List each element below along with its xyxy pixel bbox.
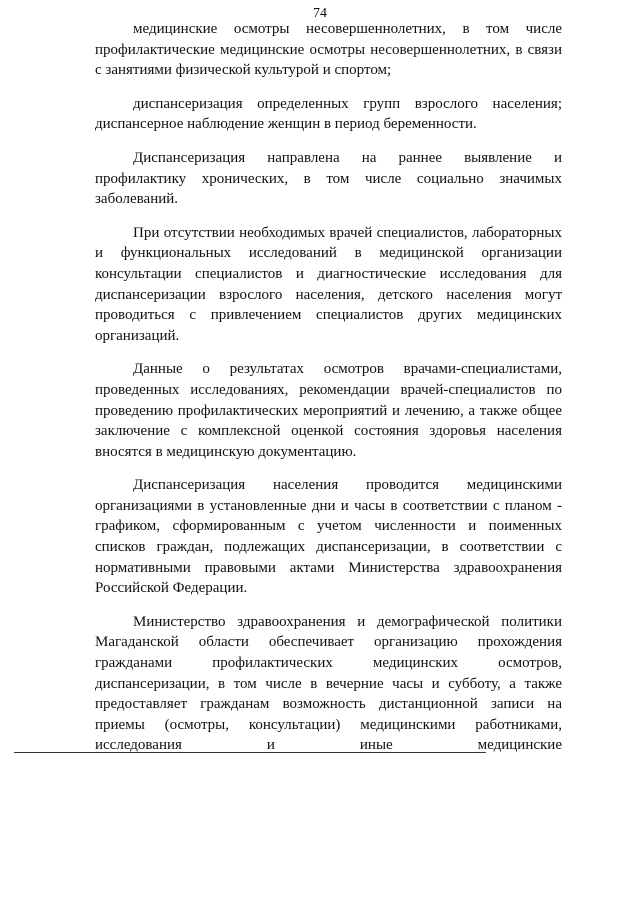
paragraph-ministry-organization: Министерство здравоохранения и демографической политики Магаданской области обеспечивает организацию прохождения гражданами профилактических медицинских осмотров, диспансеризации, в том числе в вечерние часы и субботу, а также предоставляет гражданам возможность дистанционной записи на приемы (осмотры, консультации) медицинскими работниками, исследования и иные медицинские [95, 613, 562, 754]
paragraph-external-specialists: При отсутствии необходимых врачей специалистов, лабораторных и функциональных исследований в медицинской организации консультации специалистов и диагностические исследования для диспансеризации взрослого населения, детского населения могут проводиться с привлечением специалистов других медицинских организаций. [95, 224, 562, 344]
document-body [95, 19, 562, 769]
paragraph-dispensarization-purpose: Диспансеризация направлена на раннее выявление и профилактику хронических, в том числе социально значимых заболеваний. [95, 149, 562, 208]
paragraph-results-documentation: Данные о результатах осмотров врачами-специалистами, проведенных исследованиях, рекомендации врачей-специалистов по проведению профилактических мероприятий и лечению, а также общее заключение с комплексной оценкой состояния здоровья населения вносятся в медицинскую документацию. [95, 361, 562, 460]
page-divider-line [14, 752, 486, 753]
paragraph-adult-dispensarization: диспансеризация определенных групп взрослого населения; диспансерное наблюдение женщин в период беременности. [95, 95, 562, 133]
paragraph-preventive-exams-minors: медицинские осмотры несовершеннолетних, в том числе профилактические медицинские осмотры несовершеннолетних, в связи с занятиями физической культурой и спортом; [95, 21, 562, 79]
page-number: 74 [313, 6, 327, 21]
paragraph-schedule: Диспансеризация населения проводится медицинскими организациями в установленные дни и часы в соответствии с планом - графиком, сформированным с учетом численности и поименных списков граждан, подлежащих диспансеризации, в соответствии с нормативными правовыми актами Министерства здравоохранения Российской Федерации. [95, 477, 562, 597]
